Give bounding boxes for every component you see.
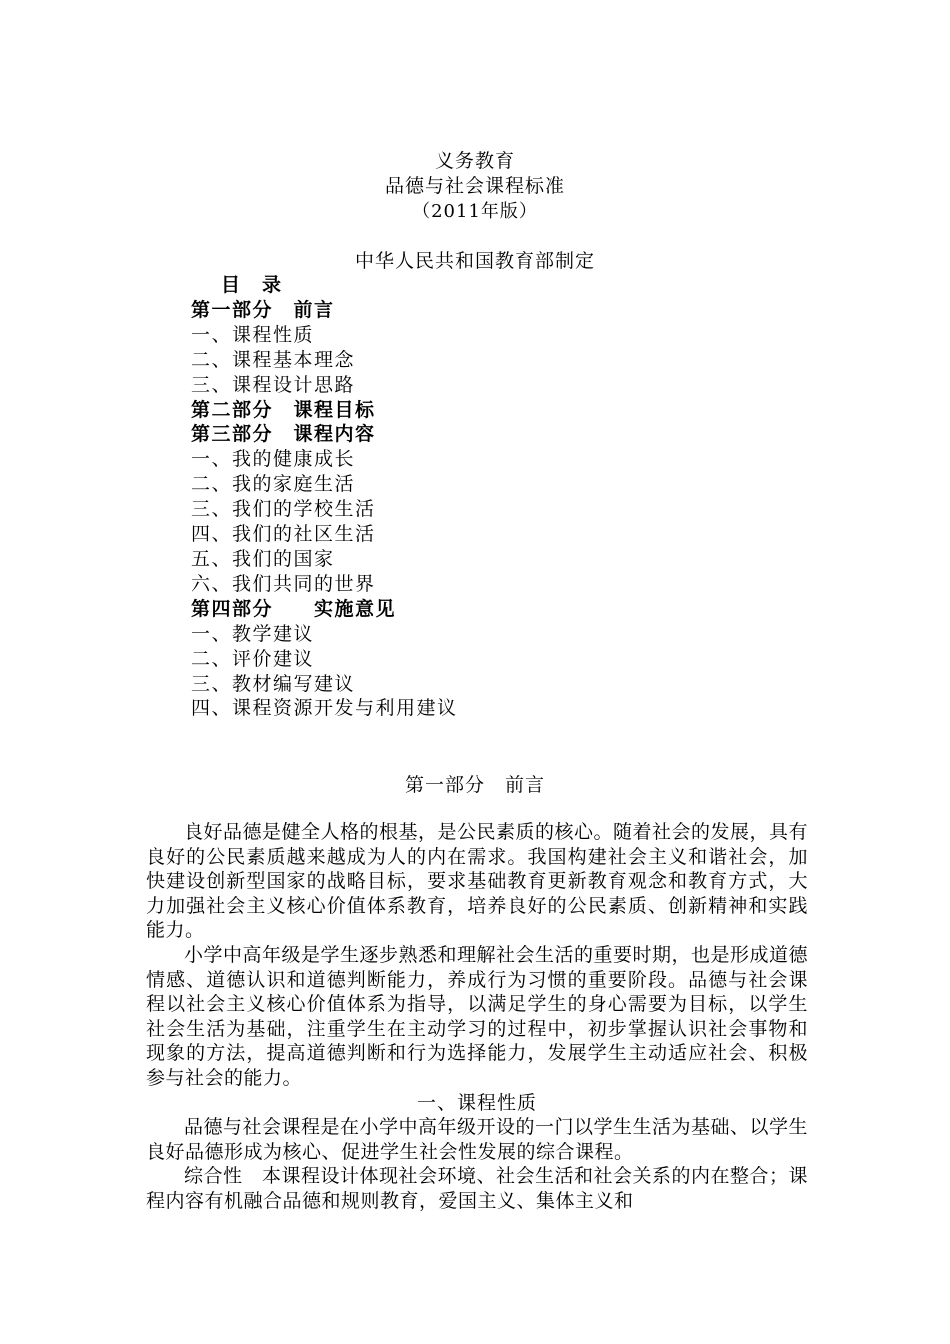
toc-item: 六、我们共同的世界: [191, 572, 376, 595]
toc-part-heading: 第三部分 课程内容: [191, 423, 376, 446]
toc-item: 二、评价建议: [191, 647, 315, 670]
toc-label: 目 录: [221, 274, 283, 296]
toc-item: 四、课程资源开发与利用建议: [191, 697, 458, 720]
paragraph: 小学中高年级是学生逐步熟悉和理解社会生活的重要时期，也是形成道德情感、道德认识和道德判断能力，养成行为习惯的重要阶段。品德与社会课程以社会主义核心价值体系为指导，以满足学生的身心需要为目标，以学生社会生活为基础，注重学生在主动学习的过程中，初步掌握认识社会事物和现象的方法，提高道德判断和行为选择能力，发展学生主动适应社会、积极参与社会的能力。: [146, 943, 809, 1089]
toc-item: 二、我的家庭生活: [191, 473, 356, 496]
toc-item: 一、教学建议: [191, 622, 315, 645]
doc-title-line1: 义务教育: [434, 150, 515, 172]
toc-item: 四、我们的社区生活: [191, 523, 376, 546]
table-of-contents: [191, 273, 751, 721]
toc-items: [191, 298, 751, 721]
doc-edition: （2011年版）: [412, 201, 538, 222]
toc-part-heading: 第二部分 课程目标: [191, 398, 376, 421]
paragraph: 良好品德是健全人格的根基，是公民素质的核心。随着社会的发展，具有良好的公民素质越来越成为人的内在需求。我国构建社会主义和谐社会，加快建设创新型国家的战略目标，要求基础教育更新教育观念和教育方式，大力加强社会主义核心价值体系教育，培养良好的公民素质、创新精神和实践能力。: [146, 821, 809, 942]
section-heading: 一、课程性质: [416, 1091, 537, 1114]
toc-item: 三、教材编写建议: [191, 672, 356, 695]
toc-item: 五、我们的国家: [191, 547, 335, 570]
doc-issuer: 中华人民共和国教育部制定: [354, 250, 595, 272]
toc-item: 三、课程设计思路: [191, 373, 356, 396]
toc-item: 一、我的健康成长: [191, 448, 356, 471]
paragraph: 综合性 本课程设计体现社会环境、社会生活和社会关系的内在整合；课程内容有机融合品德和规则教育，爱国主义、集体主义和: [146, 1165, 809, 1212]
toc-item: 一、课程性质: [191, 323, 315, 346]
toc-item: 三、我们的学校生活: [191, 498, 376, 521]
part1-heading: 第一部分 前言: [404, 774, 545, 796]
toc-item: 二、课程基本理念: [191, 348, 356, 371]
paragraph: 品德与社会课程是在小学中高年级开设的一门以学生生活为基础、以学生良好品德形成为核心、促进学生社会性发展的综合课程。: [146, 1116, 809, 1163]
body-text: [146, 820, 808, 1214]
doc-title-line2: 品德与社会课程标准: [384, 175, 565, 197]
toc-part-heading: 第一部分 前言: [191, 298, 335, 321]
toc-part-heading: 第四部分 实施意见: [191, 597, 397, 620]
